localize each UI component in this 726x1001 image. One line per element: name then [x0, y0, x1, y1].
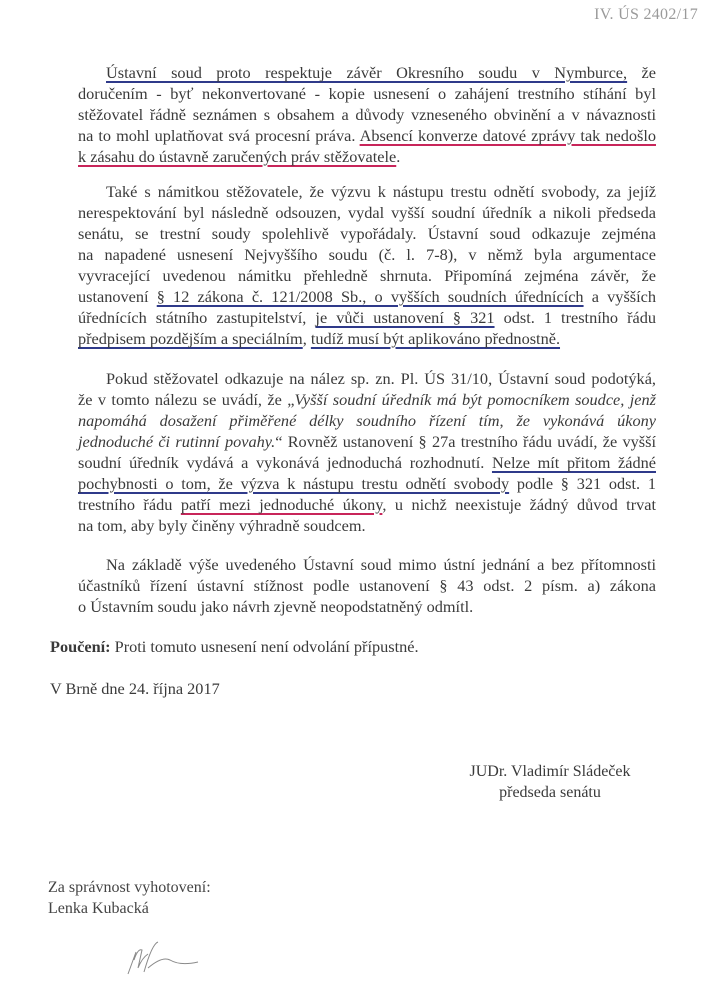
text-line [78, 473, 656, 494]
instruction-line [50, 636, 419, 657]
text-line [78, 307, 656, 328]
underlined-text: předpisem pozdějším a speciálním [78, 329, 303, 348]
text-line [78, 125, 656, 146]
text-span: . [396, 147, 401, 166]
text-line [78, 431, 656, 452]
underlined-text: Absencí konverze datové zprávy tak nedošlo [359, 126, 656, 145]
text-line [78, 494, 656, 515]
text-span: trestního řádu [78, 495, 181, 514]
underlined-text: Ústavní soud proto respektuje závěr Okresního soudu v Nymburce, [106, 63, 628, 82]
text-span: a vyšších [583, 287, 657, 306]
quoted-text-line: napomáhá dosažení přiměřené délky soudního řízení tím, že vykonává úkony [78, 411, 656, 430]
text-span: že v tomto nálezu se uvádí, že „ [78, 390, 295, 409]
underlined-text: k zásahu do ústavně zaručených práv stěžovatele [78, 147, 397, 166]
signatory-name: JUDr. Vladimír Sládeček [469, 763, 631, 780]
underlined-text: je vůči ustanovení § 321 [315, 308, 495, 327]
text-line [78, 286, 656, 307]
text-span: že [627, 63, 657, 82]
text-span: , u nichž neexistuje žádný důvod trvat [382, 495, 657, 514]
quoted-text: jednoduché či rutinní povahy. [78, 432, 276, 451]
underlined-text: pochybnosti o tom, že výzva k nástupu trestu odnětí svobody [78, 474, 510, 493]
text-line [78, 389, 656, 410]
text-line: na tom, aby byly činěny výhradně soudcem. [78, 516, 366, 535]
text-line: senátu, se trestní soudy spolehlivě vypořádaly. Ústavní soud odkazuje zejména [78, 224, 656, 243]
text-span: , [302, 329, 311, 348]
handwritten-signature [118, 938, 208, 978]
text-line: nerespektování byl následně odsouzen, vydal vyšší soudní úředník a nikoli předseda [78, 203, 656, 222]
text-span: podle § 321 odst. 1 [509, 474, 656, 493]
text-line [78, 328, 656, 349]
text-line: na napadené usnesení Nejvyššího soudu (č. l. 7-8), v němž byla argumentace [78, 245, 656, 264]
text-line: Na základě výše uvedeného Ústavní soud mimo ústní jednání a bez přítomnosti [106, 555, 656, 574]
text-span: na to mohl uplatňovat svá procesní práva. [78, 126, 360, 145]
text-line [78, 452, 656, 473]
text-line: vyvracející uvedenou námitku přehledně shrnuta. Připomíná zejména závěr, že [78, 266, 656, 285]
text-span: odst. 1 trestního řádu [494, 308, 657, 327]
text-line: stěžovatel řádně seznámen s obsahem a důvody vzneseného obvinění a v návaznosti [78, 105, 656, 124]
underlined-text: tudíž musí být aplikováno přednostně. [310, 329, 561, 348]
certification-name: Lenka Kubacká [48, 900, 149, 917]
text-line: Také s námitkou stěžovatele, že výzvu k nástupu trestu odnětí svobody, za jejíž [106, 182, 656, 201]
quoted-text: Vyšší soudní úředník má být pomocníkem soudce, jenž [294, 390, 656, 409]
text-line: doručením - byť nekonvertované - kopie usnesení o zahájení trestního stíhání byl [78, 84, 656, 103]
text-line [106, 62, 656, 83]
underlined-text: § 12 zákona č. 121/2008 Sb., o vyšších soudních úřednících [156, 287, 584, 306]
instruction-text: Proti tomuto usnesení není odvolání přípustné. [110, 637, 419, 656]
case-number: IV. ÚS 2402/17 [594, 6, 698, 23]
text-span: “ Rovněž ustanovení § 27a trestního řádu uvádí, že vyšší [275, 432, 657, 451]
text-line [78, 146, 656, 167]
text-span: soudní úředník vydává a vykonává jednoduchá rozhodnutí. [78, 453, 492, 472]
instruction-label: Poučení: [50, 637, 111, 656]
underlined-text: patří mezi jednoduché úkony [180, 495, 383, 514]
text-line: Pokud stěžovatel odkazuje na nález sp. zn. Pl. ÚS 31/10, Ústavní soud podotýká, [106, 369, 656, 388]
text-line: o Ústavním soudu jako návrh zjevně neopodstatněný odmítl. [78, 597, 474, 616]
text-line: účastníků řízení ústavní stížnost podle ustanovení § 43 odst. 2 písm. a) zákona [78, 576, 656, 595]
certification-label: Za správnost vyhotovení: [48, 879, 211, 896]
text-span: úřednících státního zastupitelství, [78, 308, 316, 327]
date-line: V Brně dne 24. října 2017 [50, 679, 220, 698]
underlined-text: Nelze mít přitom žádné [491, 453, 656, 472]
text-span: ustanovení [78, 287, 157, 306]
signatory-role: předseda senátu [499, 784, 601, 801]
